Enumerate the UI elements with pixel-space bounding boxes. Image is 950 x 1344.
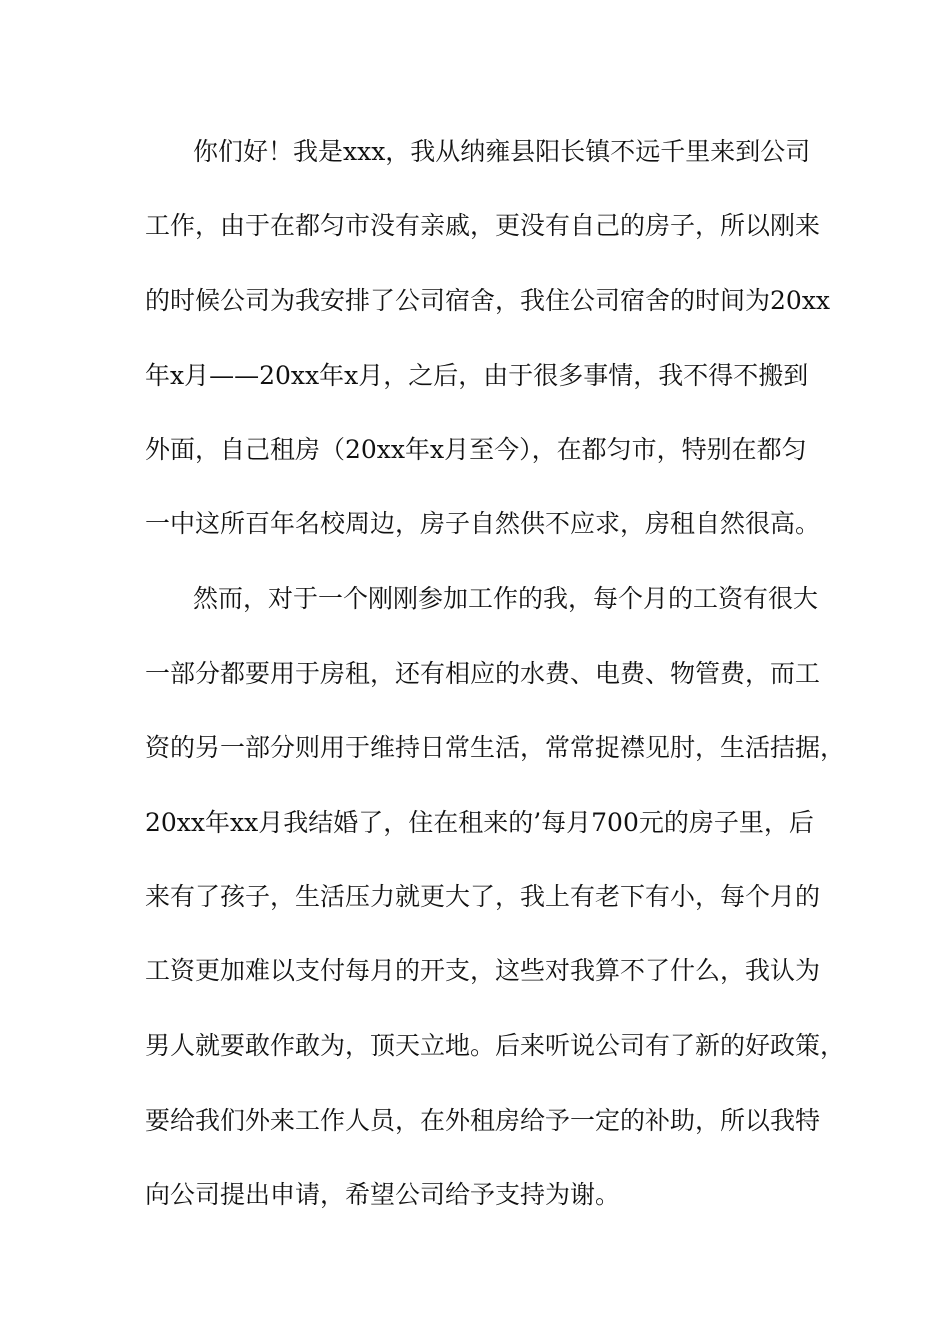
paragraph-1-line-4: 年x月——20xx年x月，之后，由于很多事情，我不得不搬到 xyxy=(145,361,809,390)
paragraph-2-line-4: 20xx年xx月我结婚了，住在租来的’每月700元的房子里，后 xyxy=(145,808,814,837)
paragraph-1-line-5: 外面，自己租房（20xx年x月至今），在都匀市，特别在都匀 xyxy=(145,435,807,464)
paragraph-2-line-7: 男人就要敢作敢为，顶天立地。后来听说公司有了新的好政策， xyxy=(145,1031,846,1060)
paragraph-2-line-3: 资的另一部分则用于维持日常生活，常常捉襟见肘，生活拮据， xyxy=(145,733,846,762)
paragraph-2-line-9: 向公司提出申请，希望公司给予支持为谢。 xyxy=(145,1180,621,1209)
paragraph-2-line-1: 然而，对于一个刚刚参加工作的我，每个月的工资有很大 xyxy=(193,584,819,613)
paragraph-1-line-6: 一中这所百年名校周边，房子自然供不应求，房租自然很高。 xyxy=(145,509,821,538)
paragraph-2-line-2: 一部分都要用于房租，还有相应的水费、电费、物管费，而工 xyxy=(145,659,821,688)
paragraph-1-line-2: 工作，由于在都匀市没有亲戚，更没有自己的房子，所以刚来 xyxy=(145,211,821,240)
paragraph-1-line-1: 你们好！我是xxx，我从纳雍县阳长镇不远千里来到公司 xyxy=(193,137,811,166)
paragraph-1-line-3: 的时候公司为我安排了公司宿舍，我住公司宿舍的时间为20xx xyxy=(145,286,831,315)
paragraph-2-line-6: 工资更加难以支付每月的开支，这些对我算不了什么，我认为 xyxy=(145,956,821,985)
paragraph-2-line-5: 来有了孩子，生活压力就更大了，我上有老下有小，每个月的 xyxy=(145,882,821,911)
paragraph-2-line-8: 要给我们外来工作人员，在外租房给予一定的补助，所以我特 xyxy=(145,1106,821,1135)
